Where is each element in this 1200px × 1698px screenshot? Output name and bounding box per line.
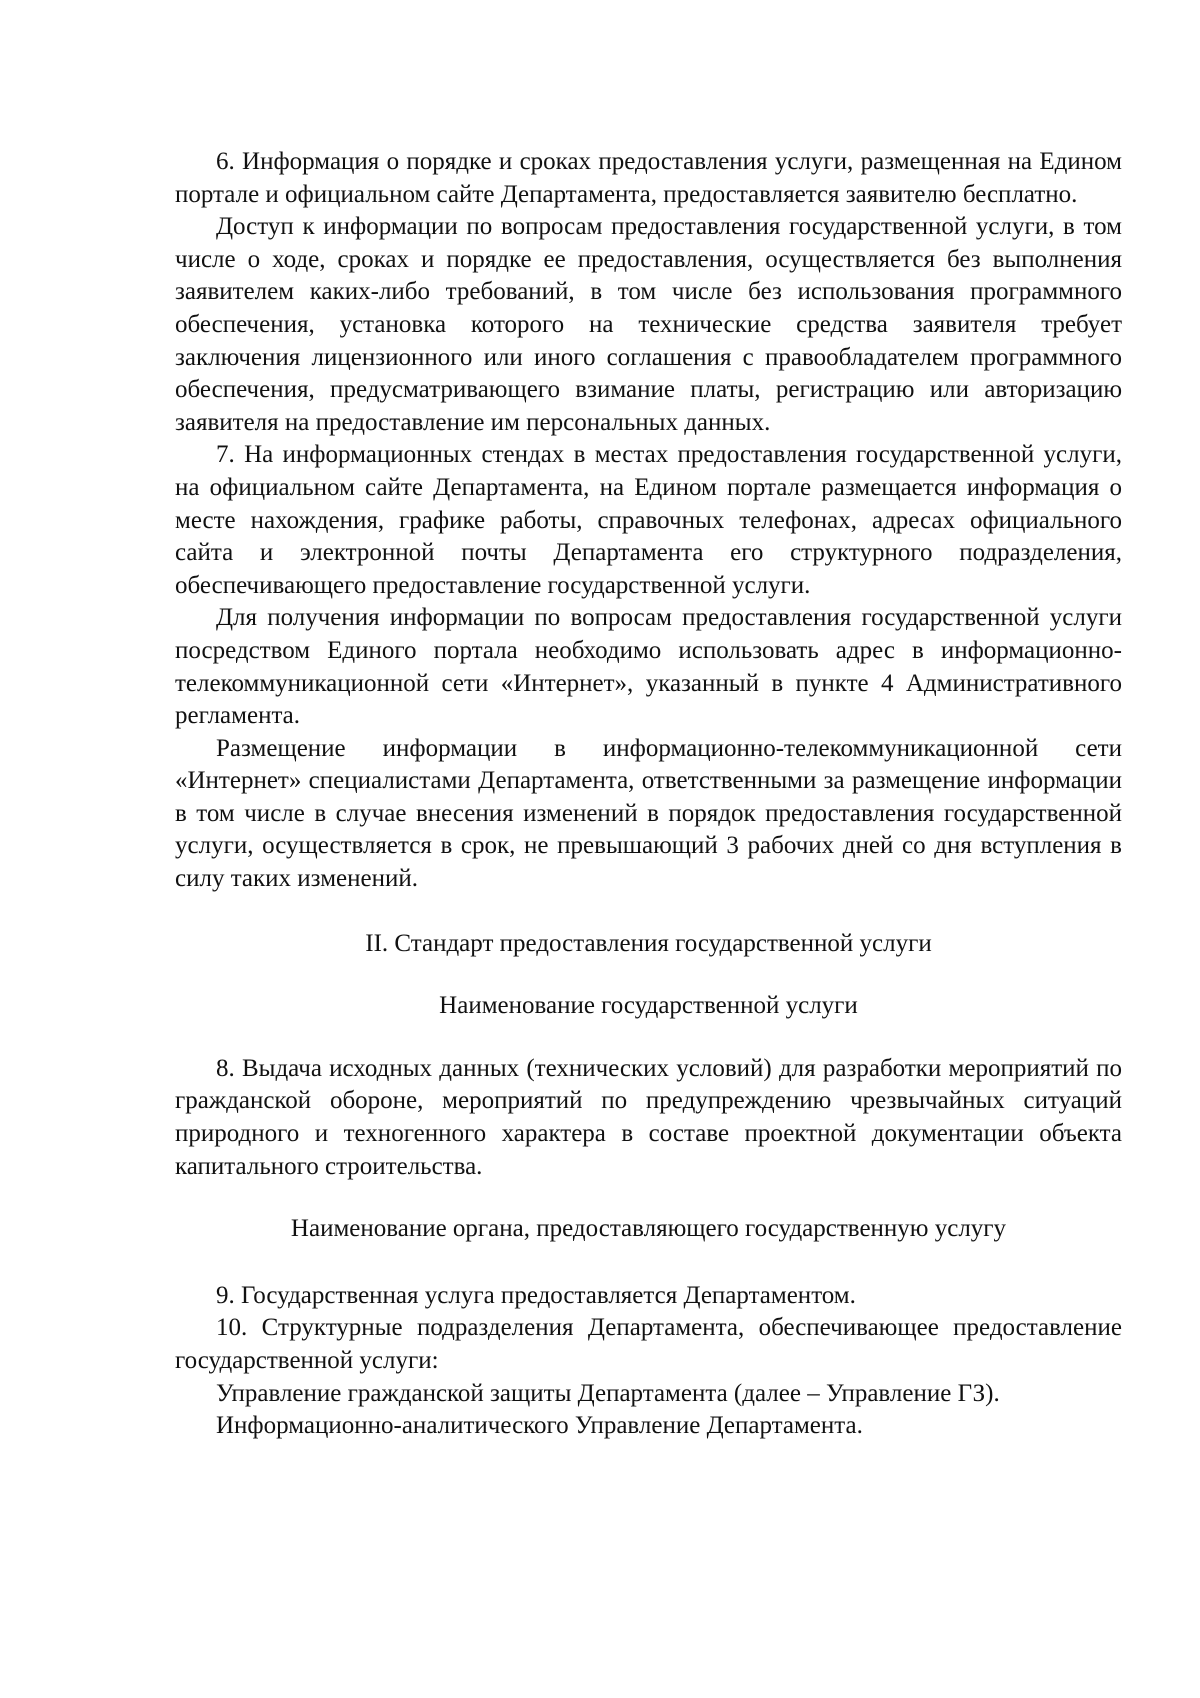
spacer: [175, 960, 1122, 990]
subheading-service-name: Наименование государственной услуги: [439, 992, 858, 1020]
paragraph-9: 9. Государственная услуга предоставляется Департаментом.: [216, 1281, 856, 1309]
paragraph-department-gz: Управление гражданской защиты Департамента (далее – Управление ГЗ).: [216, 1379, 1000, 1407]
paragraph-department-analytics: Информационно-аналитического Управление Департамента.: [216, 1412, 863, 1440]
paragraph-6: 6. Информация о порядке и сроках предоставления услуги, размещенная на Едином портале и официальном сайте Департамента, предоставляется заявителю бесплатно.: [175, 148, 1122, 208]
paragraph-10: 10. Структурные подразделения Департамента, обеспечивающее предоставление государственной услуги:: [175, 1314, 1122, 1374]
paragraph-portal: Для получения информации по вопросам предоставления государственной услуги посредством Единого портала необходимо использовать адрес в информационно-телекоммуникационной сети «Интернет», указанный в пункте 4 Административного регламента.: [175, 604, 1122, 730]
spacer: [175, 1183, 1122, 1213]
spacer: [175, 1246, 1122, 1280]
paragraph-7: 7. На информационных стендах в местах предоставления государственной услуги, на официальном сайте Департамента, на Едином портале размещается информация о месте нахождения, графике работы, справочных телефонах, адресах официального сайта и электронной почты Департамента его структурного подразделения, обеспечивающего предоставление государственной услуги.: [175, 441, 1122, 599]
paragraph-placement: Размещение информации в информационно-телекоммуникационной сети «Интернет» специалистами Департамента, ответственными за размещение информации в том числе в случае внесения изменений в порядок предоставления государственной услуги, осуществляется в срок, не превышающий 3 рабочих дней со дня вступления в силу таких изменений.: [175, 734, 1122, 893]
spacer: [175, 896, 1122, 928]
spacer: [175, 1023, 1122, 1053]
paragraph-8: 8. Выдача исходных данных (технических условий) для разработки мероприятий по гражданской обороне, мероприятий по предупреждению чрезвычайных ситуаций природного и техногенного характера в составе проектной документации объекта капитального строительства.: [175, 1054, 1122, 1180]
section-heading: II. Стандарт предоставления государственной услуги: [365, 929, 932, 957]
paragraph-access: Доступ к информации по вопросам предоставления государственной услуги, в том числе о ходе, сроках и порядке ее предоставления, осуществляется без выполнения заявителем каких-либо требований, в том числе без использования программного обеспечения, установка которого на технические средства заявителя требует заключения лицензионного или иного соглашения с правообладателем программного обеспечения, предусматривающего взимание платы, регистрацию или авторизацию заявителя на предоставление им персональных данных.: [175, 213, 1122, 436]
subheading-authority: Наименование органа, предоставляющего государственную услугу: [290, 1215, 1007, 1243]
document-page: [175, 146, 1122, 1443]
